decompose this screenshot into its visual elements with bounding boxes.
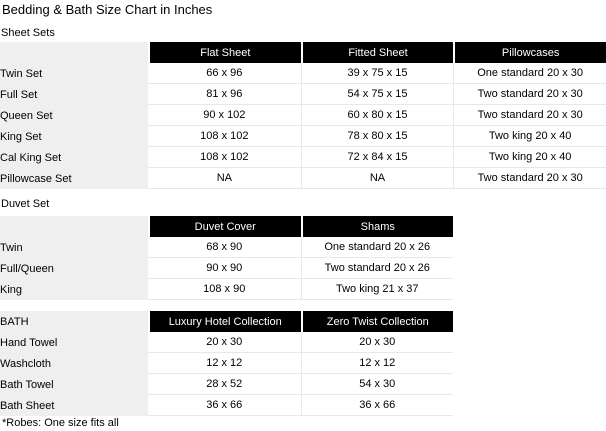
tables-root — [0, 27, 606, 416]
column-header-cell: Shams — [301, 216, 454, 237]
data-cell: 66 x 96 — [148, 63, 301, 84]
data-cell: 39 x 75 x 15 — [301, 63, 454, 84]
size-table-section-0 — [0, 27, 606, 189]
data-cell: 12 x 12 — [148, 353, 301, 374]
table-row — [0, 237, 453, 258]
row-label-cell: Washcloth — [0, 353, 148, 374]
row-label-cell: Twin — [0, 237, 148, 258]
data-cell: Two king 20 x 40 — [453, 126, 606, 147]
row-label-cell: King Set — [0, 126, 148, 147]
column-header-cell: Zero Twist Collection — [301, 311, 454, 332]
data-cell: NA — [301, 168, 454, 189]
table-row — [0, 168, 606, 189]
size-table — [0, 42, 606, 189]
row-label-cell: Full Set — [0, 84, 148, 105]
data-cell: 54 x 75 x 15 — [301, 84, 454, 105]
table-row — [0, 353, 453, 374]
data-cell: 78 x 80 x 15 — [301, 126, 454, 147]
corner-cell — [0, 216, 148, 237]
data-cell: 108 x 102 — [148, 147, 301, 168]
data-cell: Two standard 20 x 26 — [301, 258, 454, 279]
data-cell: Two king 21 x 37 — [301, 279, 454, 300]
data-cell: 72 x 84 x 15 — [301, 147, 454, 168]
row-label-cell: Twin Set — [0, 63, 148, 84]
data-cell: Two king 20 x 40 — [453, 147, 606, 168]
table-row — [0, 332, 453, 353]
data-cell: 68 x 90 — [148, 237, 301, 258]
table-head — [0, 42, 606, 63]
data-cell: 108 x 102 — [148, 126, 301, 147]
data-cell: 81 x 96 — [148, 84, 301, 105]
table-body — [0, 237, 453, 300]
section-label: Duvet Set — [1, 198, 50, 210]
table-head — [0, 311, 453, 332]
table-row — [0, 147, 606, 168]
data-cell: 12 x 12 — [301, 353, 454, 374]
size-table — [0, 311, 453, 416]
page-title: Bedding & Bath Size Chart in Inches — [2, 2, 213, 17]
corner-cell: BATH — [0, 311, 148, 332]
row-label-cell: Bath Towel — [0, 374, 148, 395]
data-cell: 20 x 30 — [148, 332, 301, 353]
data-cell: Two standard 20 x 30 — [453, 105, 606, 126]
header-row — [0, 216, 453, 237]
data-cell: One standard 20 x 30 — [453, 63, 606, 84]
row-label-cell: Queen Set — [0, 105, 148, 126]
row-label-cell: Cal King Set — [0, 147, 148, 168]
data-cell: 20 x 30 — [301, 332, 454, 353]
column-header-cell: Pillowcases — [453, 42, 606, 63]
row-label-cell: Bath Sheet — [0, 395, 148, 416]
size-table — [0, 216, 453, 300]
table-body — [0, 63, 606, 189]
data-cell: 60 x 80 x 15 — [301, 105, 454, 126]
column-header-cell: Luxury Hotel Collection — [148, 311, 301, 332]
corner-cell — [0, 42, 148, 63]
data-cell: 28 x 52 — [148, 374, 301, 395]
data-cell: 90 x 102 — [148, 105, 301, 126]
data-cell: NA — [148, 168, 301, 189]
column-header-cell: Fitted Sheet — [301, 42, 454, 63]
header-row — [0, 311, 453, 332]
table-body — [0, 332, 453, 416]
row-label-cell: Full/Queen — [0, 258, 148, 279]
column-header-cell: Flat Sheet — [148, 42, 301, 63]
data-cell: 90 x 90 — [148, 258, 301, 279]
data-cell: Two standard 20 x 30 — [453, 168, 606, 189]
header-row — [0, 42, 606, 63]
table-row — [0, 126, 606, 147]
data-cell: One standard 20 x 26 — [301, 237, 454, 258]
table-row — [0, 258, 453, 279]
table-row — [0, 105, 606, 126]
data-cell: 36 x 66 — [301, 395, 454, 416]
table-head — [0, 216, 453, 237]
size-table-section-1 — [0, 198, 606, 300]
table-row — [0, 374, 453, 395]
data-cell: 36 x 66 — [148, 395, 301, 416]
column-header-cell: Duvet Cover — [148, 216, 301, 237]
section-label: Sheet Sets — [1, 27, 55, 39]
data-cell: 54 x 30 — [301, 374, 454, 395]
table-row — [0, 279, 453, 300]
row-label-cell: Pillowcase Set — [0, 168, 148, 189]
row-label-cell: Hand Towel — [0, 332, 148, 353]
data-cell: Two standard 20 x 30 — [453, 84, 606, 105]
table-row — [0, 395, 453, 416]
table-row — [0, 84, 606, 105]
data-cell: 108 x 90 — [148, 279, 301, 300]
row-label-cell: King — [0, 279, 148, 300]
footnote: *Robes: One size fits all — [2, 417, 119, 429]
size-table-section-2 — [0, 311, 606, 416]
table-row — [0, 63, 606, 84]
